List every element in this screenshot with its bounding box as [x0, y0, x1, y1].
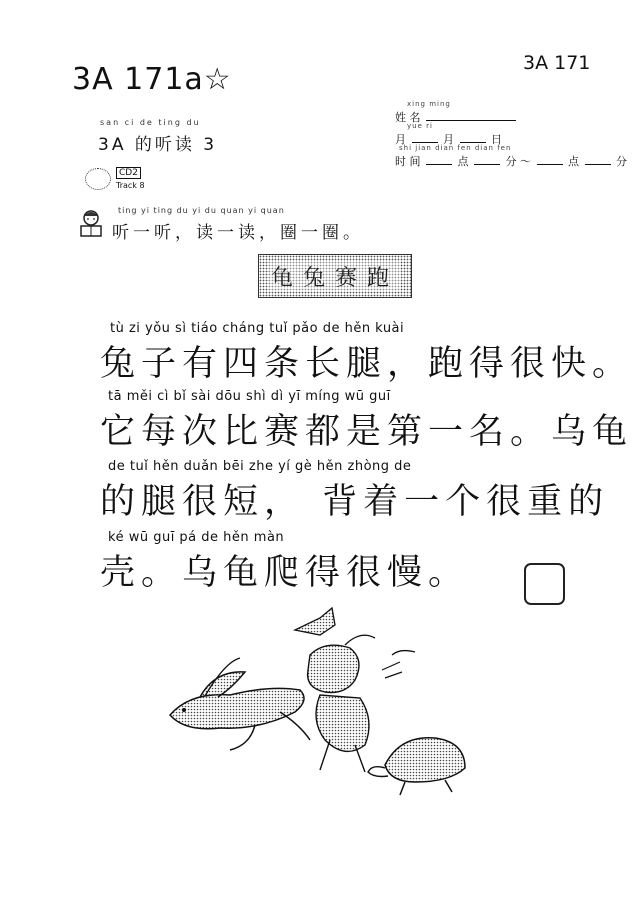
time-row: [395, 144, 627, 168]
line-4-hanzi: 壳。乌龟爬得很慢。: [100, 553, 470, 593]
worksheet-code: 3A 171a☆: [72, 62, 232, 97]
name-pinyin: xing ming: [407, 100, 451, 108]
month-label-2: 月: [443, 133, 454, 146]
time-separator: ～: [520, 155, 531, 168]
dian-label-1: 点: [457, 155, 469, 168]
line-1-pinyin: tù zi yǒu sì tiáo cháng tuǐ pǎo de hěn kuài: [110, 321, 405, 336]
time-blank-1[interactable]: [426, 155, 452, 165]
day-label: 日: [491, 133, 502, 146]
answer-box[interactable]: [524, 563, 565, 605]
fen-label-1: 分: [505, 155, 517, 168]
time-blank-3[interactable]: [537, 155, 563, 165]
date-blank-2[interactable]: [460, 133, 486, 143]
track-label: Track 8: [116, 181, 145, 190]
student-info: [395, 100, 627, 168]
name-label: 姓 名: [395, 111, 421, 124]
story-title: 龟兔赛跑: [269, 261, 401, 292]
instruction-pinyin: ting yi ting du yi du quan yi quan: [118, 206, 285, 215]
line-1-hanzi: 兔子有四条长腿，跑得很快。: [100, 344, 634, 384]
line-2-hanzi: 它每次比赛都是第一名。乌龟: [100, 412, 634, 452]
time-field: [395, 153, 627, 169]
line-3-hanzi: 的腿很短， 背着一个很重的: [100, 482, 610, 522]
line-3-pinyin: de tuǐ hěn duǎn bēi zhe yí gè hěn zhòng de: [108, 459, 412, 474]
time-blank-4[interactable]: [585, 155, 611, 165]
date-row: [395, 122, 605, 144]
line-4-pinyin: ké wū guī pá de hěn màn: [108, 530, 285, 545]
reading-child-icon: [76, 208, 106, 240]
cheering-animals-icon: [295, 608, 415, 772]
story-title-box: [258, 254, 412, 298]
month-label: 月: [395, 133, 406, 146]
fen-label-2: 分: [616, 155, 627, 168]
cd-icon: [85, 168, 111, 190]
name-row: [395, 100, 605, 122]
dian-label-2: 点: [568, 155, 579, 168]
date-blank-1[interactable]: [412, 133, 438, 143]
time-pinyin: shi jian dian fen dian fen: [399, 144, 512, 152]
subtitle-pinyin: san ci de ting du: [100, 118, 201, 127]
name-blank[interactable]: [426, 111, 516, 121]
subtitle: 3A 的听读 3: [98, 135, 218, 155]
line-2-pinyin: tā měi cì bǐ sài dōu shì dì yī míng wū guī: [108, 389, 391, 404]
date-pinyin: yue ri: [407, 122, 433, 130]
worksheet-code-right: 3A 171: [523, 52, 591, 74]
instruction: 听一听，读一读，圈一圈。: [112, 223, 364, 243]
time-label: 时 间: [395, 155, 421, 168]
tortoise-icon: [368, 738, 465, 795]
time-blank-2[interactable]: [474, 155, 500, 165]
rabbit-icon: [170, 658, 310, 750]
rabbit-tortoise-illustration: [160, 600, 480, 805]
cd-badge: CD2: [116, 167, 141, 179]
